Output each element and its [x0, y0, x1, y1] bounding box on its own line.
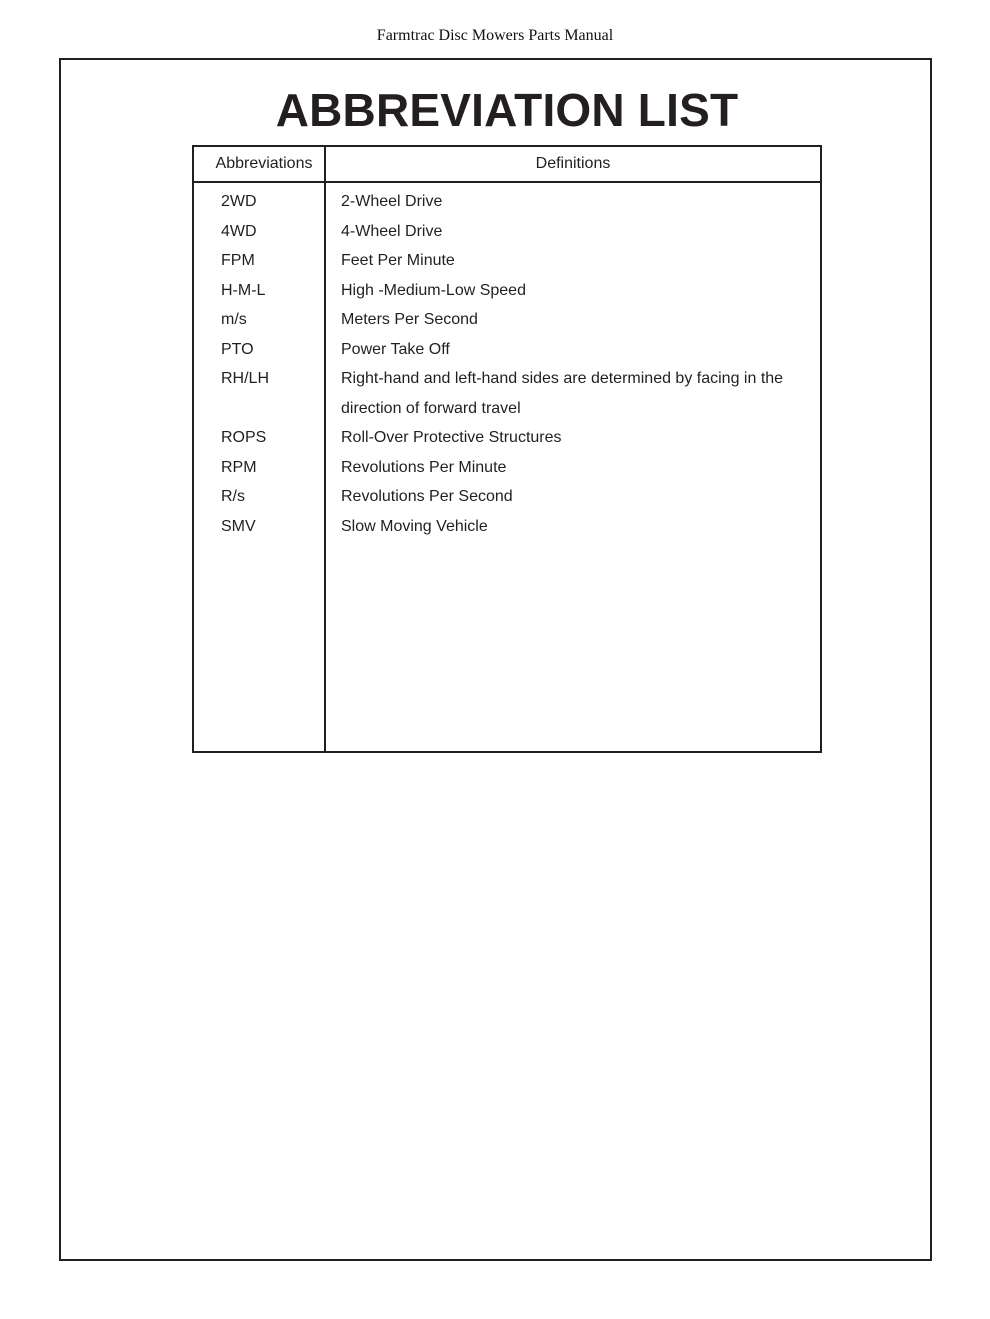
column-header-definitions: Definitions: [535, 155, 611, 172]
abbreviation-cell: 4WD: [221, 222, 257, 240]
table-row: [194, 246, 820, 276]
table-row: [194, 187, 820, 217]
table-row: [194, 453, 820, 483]
running-header: Farmtrac Disc Mowers Parts Manual: [376, 27, 614, 44]
definition-cell: 2-Wheel Drive: [341, 193, 443, 210]
abbreviation-cell: R/s: [221, 488, 245, 505]
abbreviation-cell: m/s: [221, 311, 247, 328]
definition-cell: Feet Per Minute: [341, 252, 455, 269]
definition-cell: 4-Wheel Drive: [341, 222, 443, 240]
definition-cell: Meters Per Second: [341, 311, 478, 328]
abbreviation-table: [192, 145, 822, 753]
table-row: [194, 364, 820, 423]
table-header-row: [194, 147, 820, 183]
table-row: [194, 305, 820, 335]
definition-cell: Revolutions Per Second: [341, 488, 513, 505]
abbreviation-cell: RPM: [221, 458, 257, 476]
column-header-abbreviations: Abbreviations: [215, 155, 313, 172]
table-body: [194, 187, 820, 541]
definition-cell: Right-hand and left-hand sides are determined by facing in the direction of forward travel: [341, 370, 784, 417]
abbreviation-cell: PTO: [221, 340, 254, 358]
table-row: [194, 423, 820, 453]
definition-cell: Slow Moving Vehicle: [341, 517, 488, 535]
page-title: ABBREVIATION LIST: [275, 84, 739, 136]
definition-cell: Revolutions Per Minute: [341, 458, 507, 476]
abbreviation-cell: SMV: [221, 517, 256, 535]
table-row: [194, 482, 820, 512]
definition-cell: Power Take Off: [341, 340, 450, 358]
abbreviation-cell: H-M-L: [221, 281, 266, 299]
definition-cell: Roll-Over Protective Structures: [341, 429, 562, 446]
abbreviation-cell: FPM: [221, 252, 255, 269]
table-row: [194, 512, 820, 542]
abbreviation-cell: ROPS: [221, 429, 267, 446]
abbreviation-cell: RH/LH: [221, 370, 270, 387]
definition-cell: High -Medium-Low Speed: [341, 281, 526, 299]
abbreviation-cell: 2WD: [221, 193, 257, 210]
table-row: [194, 335, 820, 365]
table-row: [194, 217, 820, 247]
table-row: [194, 276, 820, 306]
